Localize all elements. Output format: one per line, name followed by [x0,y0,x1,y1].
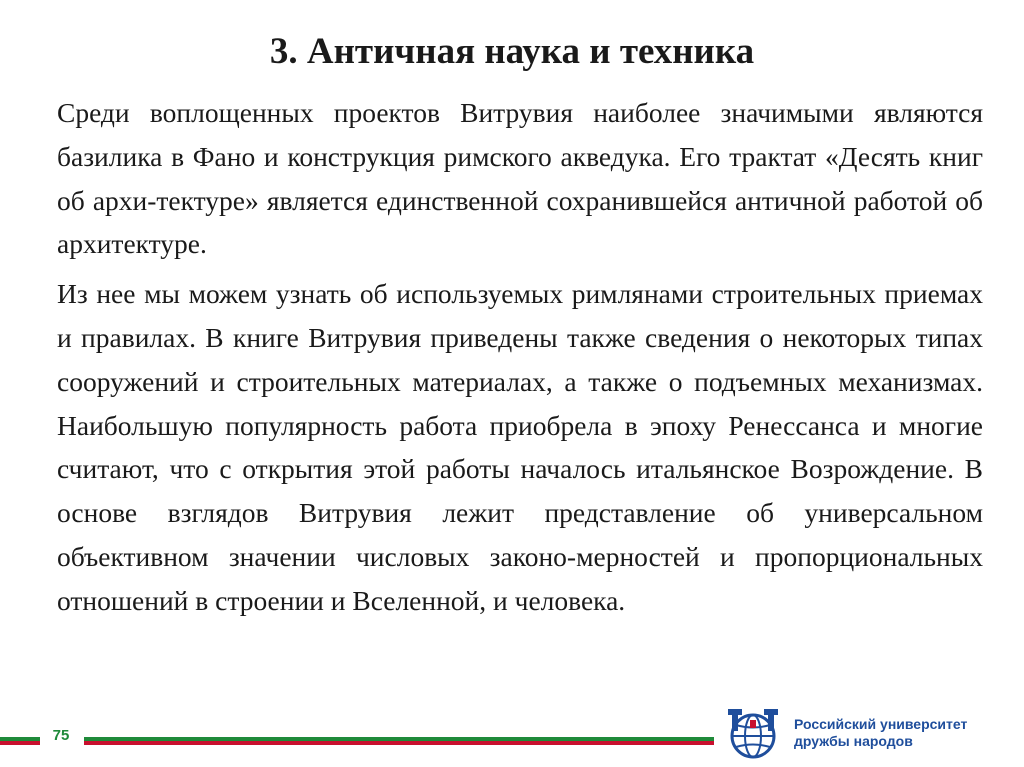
page-number: 75 [52,727,70,744]
footer-rule-right [84,737,714,741]
paragraph: Из нее мы можем узнать об используемых римлянами строительных приемах и правилах. В книге Витрувия приведены также сведения о некоторых типах сооружений и строительных материалах, а также о подъемных механизмах. Наибольшую популярность работа приобрела в эпоху Ренессанса и многие считают, что с открытия этой работы началось итальянское Возрождение. В основе взглядов Витрувия лежит представление об универсальном объективном значении числовых законо-мерностей и пропорциональных отношений в строении и Вселенной, и человека. [57,278,983,616]
university-globe-emblem-icon [722,706,788,762]
university-name-line-1: Российский университет [794,716,968,732]
slide-title: 3. Античная наука и техника [269,31,755,72]
slide-body [57,91,983,629]
university-name [794,716,967,750]
university-name-line-2: дружбы народов [794,733,913,749]
footer-rule-left [0,737,40,741]
paragraph: Среди воплощенных проектов Витрувия наиболее значимыми являются базилика в Фано и конструкция римского акведука. Его трактат «Десять книг об архи-тектуре» является единственной сохранившейся античной работой об архитектуре. [57,97,983,260]
